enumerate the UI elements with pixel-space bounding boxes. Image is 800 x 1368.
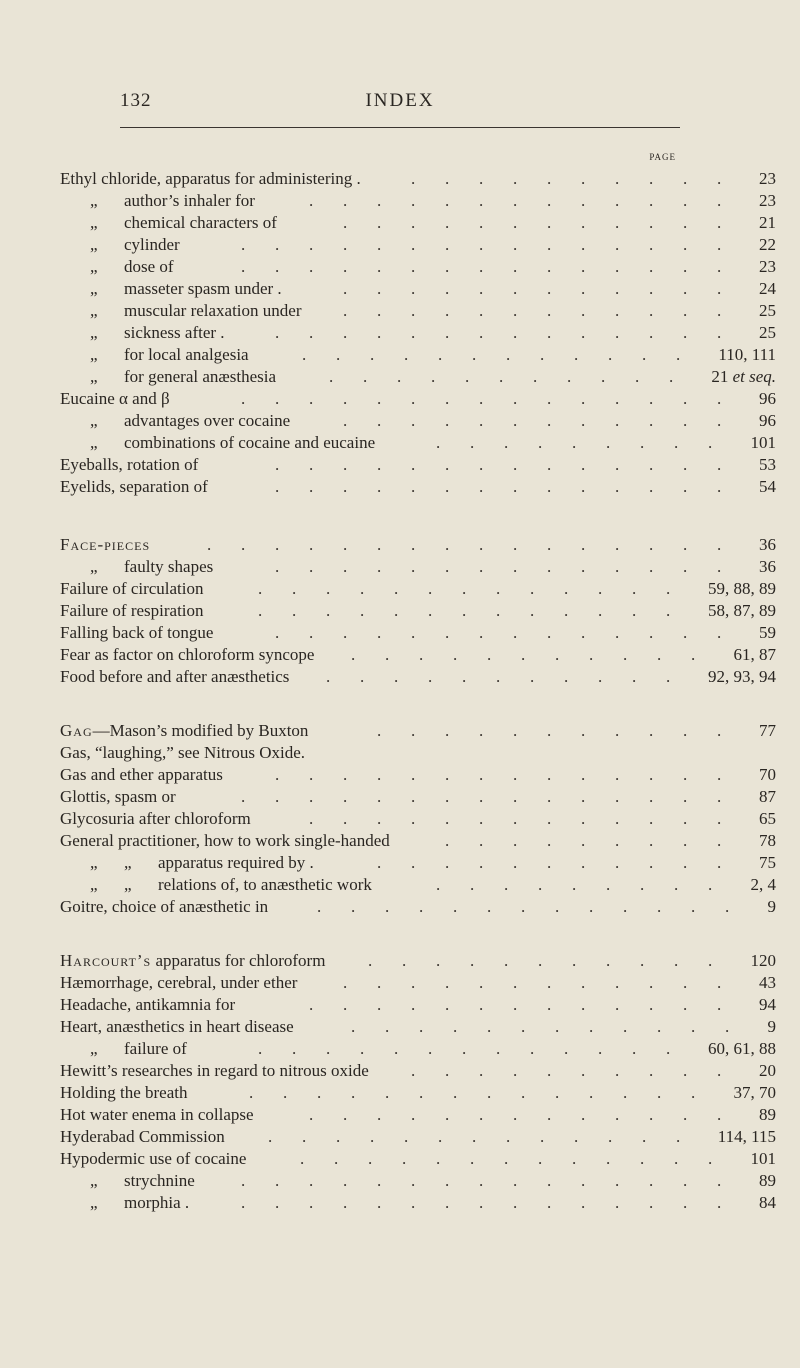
dot-leader: . . . . . . . . . . . . . .	[275, 765, 751, 784]
running-title: INDEX	[365, 90, 435, 111]
ditto-mark: „	[90, 213, 98, 232]
entry-heading	[60, 896, 268, 918]
entry-text: chemical characters of	[124, 213, 277, 232]
entry-heading	[90, 212, 277, 234]
entry-text: Eucaine α and β	[60, 389, 170, 408]
dot-leader: . . . . . . . . . .	[411, 169, 751, 188]
entry-heading	[90, 234, 180, 256]
dot-leader: . . . . . . . . . . . . . . .	[241, 787, 751, 806]
entry-heading	[60, 578, 204, 600]
entry-heading	[60, 476, 208, 498]
page-reference: 36	[759, 557, 776, 576]
entry-heading	[60, 1016, 294, 1038]
index-entry	[60, 300, 776, 322]
page-reference: 23	[759, 257, 776, 276]
entry-heading	[60, 1104, 254, 1126]
entry-heading	[60, 666, 289, 688]
ditto-mark: „	[90, 323, 98, 342]
page-reference: 120	[750, 951, 776, 970]
entry-text: Failure of respiration	[60, 601, 204, 620]
entry-text: Harcourt’s apparatus for chloroform	[60, 951, 326, 970]
ditto-mark: „	[90, 345, 98, 364]
page-reference: 101	[750, 433, 776, 452]
page-reference: 89	[759, 1105, 776, 1124]
header-rule	[120, 127, 680, 128]
page-reference: 70	[759, 765, 776, 784]
page-reference: 2, 4	[750, 875, 776, 894]
entry-text: advantages over cocaine	[124, 411, 291, 430]
entry-heading	[60, 388, 170, 410]
entry-text: Hæmorrhage, cerebral, under ether	[60, 973, 298, 992]
entry-heading	[90, 852, 314, 874]
index-entry	[60, 1016, 776, 1038]
entry-text: Holding the breath	[60, 1083, 188, 1102]
ditto-mark: „	[90, 191, 98, 210]
dot-leader: . . . . . . . . . . . . . .	[249, 1083, 725, 1102]
index-entries	[60, 168, 776, 1214]
entry-text: Face-pieces	[60, 535, 151, 554]
ditto-mark: „	[90, 279, 98, 298]
dot-leader: . . . . . . . . . . . . .	[258, 1039, 700, 1058]
dot-leader: . . . . . . . . . . . . . .	[275, 323, 751, 342]
entry-heading	[60, 764, 223, 786]
index-entry	[60, 578, 776, 600]
ditto-mark: „	[124, 853, 132, 872]
entry-text: relations of, to anæsthetic work	[158, 875, 372, 894]
entry-text: apparatus required by .	[158, 853, 314, 872]
index-entry	[60, 720, 776, 742]
entry-heading	[60, 1082, 187, 1104]
entry-text: Ethyl chloride, apparatus for administering .	[60, 169, 361, 188]
index-entry	[60, 622, 776, 644]
index-entry	[60, 874, 776, 896]
dot-leader: . . . . . . . . . . . .	[343, 279, 751, 298]
index-entry	[60, 534, 776, 556]
entry-text: for local analgesia	[124, 345, 249, 364]
index-entry	[60, 1170, 776, 1192]
entry-heading	[60, 644, 314, 666]
entry-text: Hot water enema in collapse	[60, 1105, 254, 1124]
entry-text: Gag—Mason’s modified by Buxton	[60, 721, 309, 740]
index-entry	[60, 742, 776, 764]
dot-leader: . . . . . . . . . . . .	[302, 345, 710, 364]
entry-text: Food before and after anæsthetics	[60, 667, 290, 686]
entry-heading	[90, 556, 213, 578]
index-entry	[60, 852, 776, 874]
page-reference: 59	[759, 623, 776, 642]
entry-text: for general anæsthesia	[124, 367, 276, 386]
dot-leader: . . . . . . . . . . .	[326, 667, 700, 686]
entry-heading	[90, 432, 375, 454]
entry-text: Hypodermic use of cocaine	[60, 1149, 247, 1168]
entry-heading	[60, 1148, 246, 1170]
entry-text: Headache, antikamnia for	[60, 995, 236, 1014]
entry-text: failure of	[124, 1039, 187, 1058]
entry-heading	[60, 168, 361, 190]
page-reference: 60, 61, 88	[708, 1039, 776, 1058]
dot-leader: . . . . . . . . . . . . .	[309, 995, 751, 1014]
ditto-mark: „	[90, 557, 98, 576]
entry-text: Eyelids, separation of	[60, 477, 208, 496]
entry-heading	[60, 786, 176, 808]
entry-text: Gas and ether apparatus	[60, 765, 223, 784]
page-reference: 92, 93, 94	[708, 667, 776, 686]
entry-text: Heart, anæsthetics in heart disease	[60, 1017, 294, 1036]
entry-heading	[60, 808, 251, 830]
entry-text: Falling back of tongue	[60, 623, 214, 642]
entry-text: muscular relaxation under	[124, 301, 302, 320]
page-reference: 24	[759, 279, 776, 298]
dot-leader: . . . . . . . . . . . . . .	[275, 477, 751, 496]
entry-heading	[90, 1170, 195, 1192]
dot-leader: . . . . . . . . . . . .	[343, 411, 751, 430]
page-reference: 87	[759, 787, 776, 806]
index-entry	[60, 322, 776, 344]
dot-leader: . . . . . . . . . . . . .	[309, 191, 751, 210]
page-reference: 43	[759, 973, 776, 992]
entry-heading	[90, 278, 282, 300]
dot-leader: . . . . . . . . . . . . .	[309, 809, 751, 828]
entry-heading	[60, 1126, 225, 1148]
index-entry	[60, 764, 776, 786]
entry-heading	[60, 972, 297, 994]
dot-leader: . . . . . . . . .	[445, 831, 751, 850]
page-reference: 94	[759, 995, 776, 1014]
dot-leader: . . . . . . . . . . . .	[351, 1017, 759, 1036]
index-entry	[60, 190, 776, 212]
index-entry	[60, 556, 776, 578]
entry-heading	[60, 600, 204, 622]
entry-heading	[60, 830, 390, 852]
page-reference: 75	[759, 853, 776, 872]
dot-leader: . . . . . . . . . . . . . .	[275, 455, 751, 474]
page-reference: 65	[759, 809, 776, 828]
entry-text: sickness after .	[124, 323, 225, 342]
dot-leader: . . . . . . . . .	[436, 875, 742, 894]
entry-text: strychnine	[124, 1171, 195, 1190]
index-entry	[60, 830, 776, 852]
entry-heading	[60, 454, 198, 476]
dot-leader: . . . . . . . . . . . . . . .	[241, 389, 751, 408]
index-entry	[60, 1082, 776, 1104]
index-entry	[60, 454, 776, 476]
dot-leader: . . . . . . . . .	[436, 433, 742, 452]
page-number: 132	[120, 90, 152, 111]
entry-text: Hyderabad Commission	[60, 1127, 225, 1146]
page-reference: 77	[759, 721, 776, 740]
page-column-label: PAGE	[649, 152, 676, 162]
index-entry	[60, 278, 776, 300]
page-reference: 21 et seq.	[711, 367, 776, 386]
page-header	[0, 90, 800, 120]
entry-heading	[90, 190, 255, 212]
dot-leader: . . . . . . . . . . . .	[343, 301, 751, 320]
index-entry	[60, 388, 776, 410]
page-reference: 96	[759, 411, 776, 430]
index-entry	[60, 1104, 776, 1126]
page-reference: 9	[767, 897, 776, 916]
entry-text: dose of	[124, 257, 174, 276]
entry-heading	[90, 1192, 189, 1214]
ditto-mark: „	[90, 257, 98, 276]
page-reference: 22	[759, 235, 776, 254]
dot-leader: . . . . . . . . . . . . . . . .	[207, 535, 751, 554]
page-reference: 58, 87, 89	[708, 601, 776, 620]
entry-text: combinations of cocaine and eucaine	[124, 433, 376, 452]
entry-heading	[60, 534, 150, 556]
entry-heading	[90, 410, 290, 432]
ditto-mark: „	[90, 1193, 98, 1212]
dot-leader: . . . . . . . . . . .	[377, 853, 751, 872]
entry-text: morphia .	[124, 1193, 190, 1212]
ditto-mark: „	[90, 1039, 98, 1058]
ditto-mark: „	[90, 853, 98, 872]
entry-text: General practitioner, how to work single-handed	[60, 831, 390, 850]
index-entry	[60, 344, 776, 366]
index-entry	[60, 432, 776, 454]
index-entry	[60, 786, 776, 808]
dot-leader: . . . . . . . . . . .	[351, 645, 725, 664]
page-reference: 84	[759, 1193, 776, 1212]
dot-leader: . . . . . . . . . . . .	[343, 213, 751, 232]
entry-text: Failure of circulation	[60, 579, 204, 598]
dot-leader: . . . . . . . . . .	[411, 1061, 751, 1080]
ditto-mark: „	[90, 235, 98, 254]
entry-heading	[90, 300, 302, 322]
index-entry	[60, 994, 776, 1016]
page-reference: 53	[759, 455, 776, 474]
page-reference: 9	[767, 1017, 776, 1036]
dot-leader: . . . . . . . . . . . . . . .	[241, 1193, 751, 1212]
page-reference: 96	[759, 389, 776, 408]
dot-leader: . . . . . . . . . . . . .	[309, 1105, 751, 1124]
entry-text: Glottis, spasm or	[60, 787, 176, 806]
page-reference: 78	[759, 831, 776, 850]
index-entry	[60, 972, 776, 994]
entry-text: Eyeballs, rotation of	[60, 455, 199, 474]
index-entry	[60, 1126, 776, 1148]
dot-leader: . . . . . . . . . . . .	[343, 973, 751, 992]
entry-heading	[90, 874, 372, 896]
entry-heading	[60, 950, 325, 972]
ditto-mark: „	[124, 875, 132, 894]
ditto-mark: „	[90, 411, 98, 430]
entry-text: author’s inhaler for	[124, 191, 255, 210]
dot-leader: . . . . . . . . . . . . . . .	[241, 235, 751, 254]
index-entry	[60, 950, 776, 972]
index-entry	[60, 366, 776, 388]
entry-heading	[60, 742, 305, 764]
dot-leader: . . . . . . . . . . . . . .	[275, 623, 751, 642]
entry-heading	[90, 1038, 187, 1060]
entry-text: Hewitt’s researches in regard to nitrous oxide	[60, 1061, 369, 1080]
entry-heading	[90, 322, 225, 344]
entry-text: Gas, “laughing,” see Nitrous Oxide.	[60, 743, 306, 762]
ditto-mark: „	[90, 433, 98, 452]
entry-heading	[60, 720, 308, 742]
index-entry	[60, 1060, 776, 1082]
page-reference: 25	[759, 301, 776, 320]
page-reference: 101	[750, 1149, 776, 1168]
entry-text: Goitre, choice of anæsthetic in	[60, 897, 269, 916]
index-entry	[60, 644, 776, 666]
entry-heading	[60, 994, 235, 1016]
dot-leader: . . . . . . . . . . . . .	[258, 579, 700, 598]
index-entry	[60, 600, 776, 622]
dot-leader: . . . . . . . . . . . . .	[300, 1149, 742, 1168]
entry-text: masseter spasm under .	[124, 279, 282, 298]
page-reference: 23	[759, 169, 776, 188]
index-entry	[60, 410, 776, 432]
page-reference: 54	[759, 477, 776, 496]
index-entry	[60, 808, 776, 830]
index-entry	[60, 666, 776, 688]
index-entry	[60, 896, 776, 918]
index-entry	[60, 212, 776, 234]
page-reference: 20	[759, 1061, 776, 1080]
entry-text: Glycosuria after chloroform	[60, 809, 251, 828]
page-reference: 37, 70	[733, 1083, 776, 1102]
index-entry	[60, 1192, 776, 1214]
dot-leader: . . . . . . . . . . .	[368, 951, 742, 970]
dot-leader: . . . . . . . . . . . . . .	[275, 557, 751, 576]
entry-text: faulty shapes	[124, 557, 214, 576]
page-reference: 59, 88, 89	[708, 579, 776, 598]
page-reference: 23	[759, 191, 776, 210]
page-reference: 110, 111	[718, 345, 776, 364]
index-entry	[60, 234, 776, 256]
page-reference: 21	[759, 213, 776, 232]
ditto-mark: „	[90, 367, 98, 386]
index-entry	[60, 1148, 776, 1170]
page-reference: 61, 87	[733, 645, 776, 664]
dot-leader: . . . . . . . . . . .	[329, 367, 703, 386]
page-reference: 114, 115	[717, 1127, 776, 1146]
ditto-mark: „	[90, 1171, 98, 1190]
entry-heading	[90, 344, 249, 366]
page-reference: 89	[759, 1171, 776, 1190]
entry-text: Fear as factor on chloroform syncope	[60, 645, 315, 664]
entry-heading	[60, 622, 213, 644]
entry-heading	[60, 1060, 369, 1082]
index-entry	[60, 476, 776, 498]
entry-heading	[90, 366, 276, 388]
page-reference: 36	[759, 535, 776, 554]
ditto-mark: „	[90, 875, 98, 894]
dot-leader: . . . . . . . . . . .	[377, 721, 751, 740]
dot-leader: . . . . . . . . . . . . . . .	[241, 1171, 751, 1190]
ditto-mark: „	[90, 301, 98, 320]
dot-leader: . . . . . . . . . . . . .	[317, 897, 759, 916]
entry-text: cylinder	[124, 235, 180, 254]
dot-leader: . . . . . . . . . . . . . . .	[241, 257, 751, 276]
index-entry	[60, 1038, 776, 1060]
index-entry	[60, 256, 776, 278]
dot-leader: . . . . . . . . . . . . .	[258, 601, 700, 620]
page-reference: 25	[759, 323, 776, 342]
dot-leader: . . . . . . . . . . . . .	[268, 1127, 710, 1146]
index-entry	[60, 168, 776, 190]
entry-heading	[90, 256, 174, 278]
